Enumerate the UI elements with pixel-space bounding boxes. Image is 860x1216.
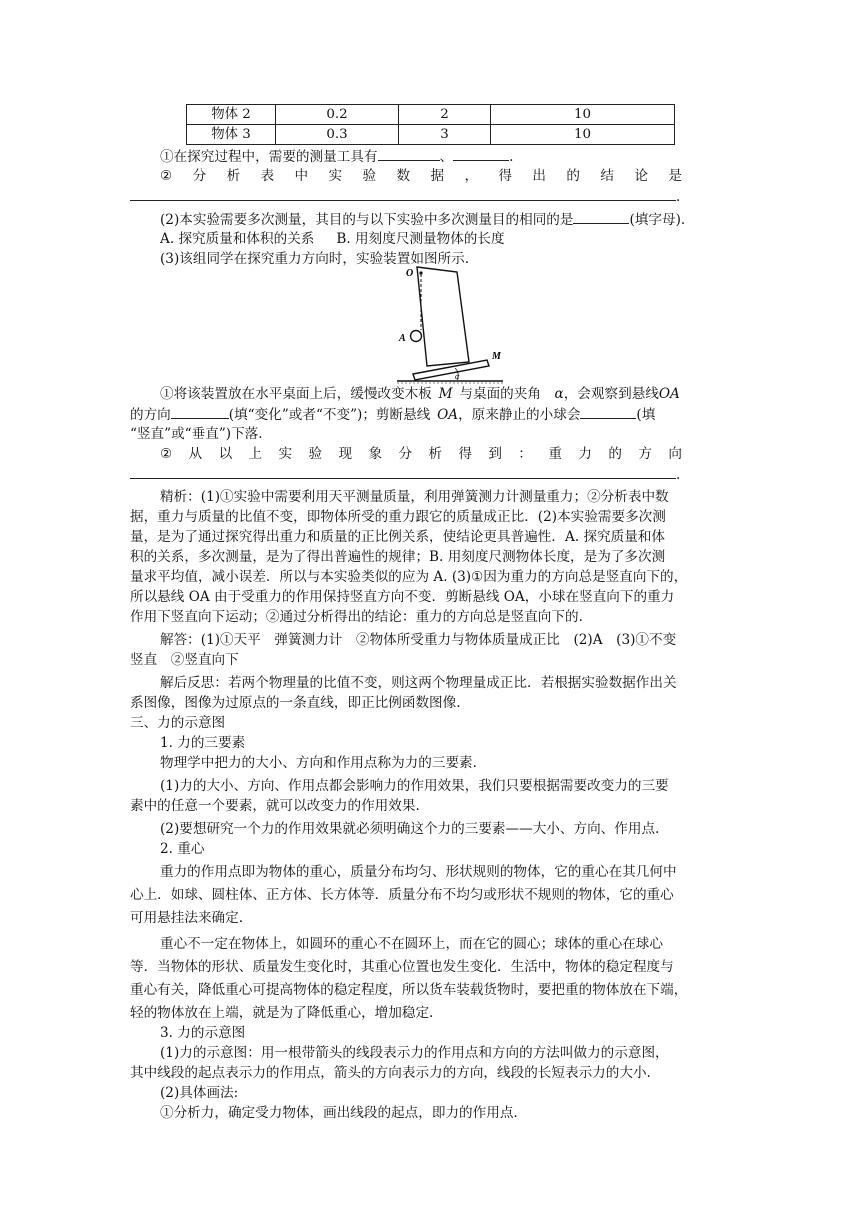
spread-char: 析 — [428, 446, 443, 462]
spread-char: 验 — [308, 446, 323, 462]
symbol-oa: OA — [658, 386, 680, 402]
question-text: (2)本实验需要多次测量，其目的与以下实验中多次测量目的相同的是 — [160, 212, 574, 228]
analysis-line: 所以悬线 OA 由于受重力的作用保持竖直方向不变．剪断悬线 OA，小球在竖直向下的重力 — [130, 589, 675, 605]
spread-char: 表 — [260, 168, 275, 184]
spread-char: 到 — [488, 446, 503, 462]
paragraph: 物理学中把力的大小、方向和作用点称为力的三要素. — [160, 755, 477, 771]
analysis-line: 据，重力与质量的比值不变，即物体所受的重力跟它的质量成正比．(2)本实验需要多次测 — [130, 509, 666, 525]
paragraph-line: 重心有关，降低重心可提高物体的稳定程度，所以货车装载货物时，要把重的物体放在下端， — [130, 982, 688, 998]
answer-blank — [130, 464, 676, 479]
spread-char: 的 — [566, 168, 580, 184]
spread-char: 重 — [548, 446, 562, 462]
spread-char: 结 — [600, 168, 614, 184]
paragraph-line: 素中的任意一个要素，就可以改变力的作用效果. — [130, 798, 420, 814]
paragraph-line: 其中线段的起点表示力的作用点，箭头的方向表示力的方向，线段的长短表示力的大小. — [130, 1065, 651, 1081]
punct: . — [509, 149, 514, 165]
table-row — [187, 105, 675, 125]
answer-blank — [573, 209, 629, 224]
question-text: (填 — [636, 407, 656, 423]
paragraph-line: 心上．如球、圆柱体、正方体、长方体等．质量分布不均匀或形状不规则的物体，它的重心 — [130, 887, 674, 903]
symbol-m: M — [438, 386, 453, 402]
symbol-oa: OA — [437, 407, 459, 423]
question-1-2-answer-line — [130, 186, 682, 207]
question-text: 与桌面的夹角 — [459, 386, 541, 402]
answer-blank — [378, 146, 440, 161]
question-note: (填字母). — [629, 212, 686, 228]
table-cell: 物体 2 — [187, 105, 276, 125]
spread-char: 分 — [398, 446, 413, 462]
paragraph: (2)具体画法: — [160, 1085, 239, 1101]
spread-char: ② — [160, 168, 173, 184]
section-title: 三、力的示意图 — [130, 715, 226, 731]
table-cell: 0.2 — [276, 105, 399, 125]
paragraph-line: 轻的物体放在上端，就是为了降低重心，增加稳定. — [130, 1005, 434, 1021]
subsection-title: 3. 力的示意图 — [160, 1025, 246, 1041]
answer-blank — [171, 404, 229, 419]
question-text: ，原来静止的小球会 — [458, 407, 581, 423]
spread-char: 析 — [226, 168, 241, 184]
punct: . — [676, 189, 681, 205]
spread-char: 方 — [638, 446, 652, 462]
spread-char: ② — [160, 446, 173, 462]
label-o: O — [406, 268, 414, 279]
separator: 、 — [439, 149, 454, 165]
spread-char: 实 — [278, 446, 293, 462]
table-cell: 3 — [399, 125, 491, 145]
spread-char: 向 — [668, 446, 682, 462]
question-text: ①在探究过程中，需要的测量工具有 — [160, 149, 378, 165]
spread-char: 验 — [362, 168, 377, 184]
spread-char: 论 — [634, 168, 648, 184]
question-3-2-answer-line — [130, 464, 682, 485]
paragraph-line: (1)力的示意图：用一根带箭头的线段表示力的作用点和方向的方法叫做力的示意图， — [160, 1045, 669, 1061]
question-1-1 — [130, 146, 682, 167]
question-2-options — [130, 229, 682, 249]
question-3-1-line1 — [130, 384, 682, 404]
question-2 — [130, 209, 686, 230]
answer-blank — [130, 186, 676, 201]
question-text: ，会观察到悬线 — [563, 386, 659, 402]
answer-line: 解答：(1)①天平 弹簧测力计 ②物体所受重力与物体质量成正比 (2)A (3)①不变 — [160, 632, 677, 648]
spread-char: 的 — [608, 446, 622, 462]
spread-char: 现 — [338, 446, 353, 462]
answer-blank — [580, 404, 636, 419]
paragraph-line: (1)力的大小、方向、作用点都会影响力的作用效果，我们只要根据需要改变力的三要 — [160, 778, 669, 794]
spread-char: 实 — [328, 168, 343, 184]
symbol-alpha: α — [554, 386, 564, 402]
ball — [411, 331, 422, 342]
question-3-1-line3: “竖直”或“垂直”)下落. — [130, 426, 263, 442]
analysis-line: 量，是为了通过探究得出重力和质量的正比例关系，使结论更具普遍性．A. 探究质量和体 — [130, 529, 666, 545]
spread-char: 中 — [294, 168, 309, 184]
question-text: (填“变化”或者“不变”)；剪断悬线 — [228, 407, 431, 423]
spread-char: ， — [464, 168, 479, 184]
paragraph: (2)要想研究一个力的作用效果就必须明确这个力的三要素——大小、方向、作用点. — [160, 821, 660, 837]
spread-char: 上 — [248, 446, 263, 462]
answer-line: 竖直 ②竖直向下 — [130, 652, 239, 668]
reflection-line: 解后反思：若两个物理量的比值不变，则这两个物理量成正比．若根据实验数据作出关 — [160, 675, 677, 691]
label-m: M — [492, 351, 501, 362]
spread-char: 以 — [218, 446, 233, 462]
subsection-title: 1. 力的三要素 — [160, 735, 246, 751]
apparatus-figure — [393, 264, 505, 384]
table-cell: 0.3 — [276, 125, 399, 145]
analysis-line: 量求平均值，减小误差．所以与本实验类似的应为 A. (3)①因为重力的方向总是竖直向下的， — [130, 569, 688, 585]
spread-char: 是 — [668, 168, 682, 184]
spread-char: 分 — [192, 168, 207, 184]
table-cell: 2 — [399, 105, 491, 125]
table-cell: 10 — [491, 105, 675, 125]
question-3-1-line2 — [130, 404, 682, 425]
analysis-line: 积的关系，多次测量，是为了得出普遍性的规律；B. 用刻度尺测物体长度，是为了多次测 — [130, 549, 666, 565]
option-b: B. 用刻度尺测量物体的长度 — [336, 231, 505, 247]
option-a: A. 探究质量和体积的关系 — [160, 231, 315, 247]
question-3-2 — [160, 444, 682, 464]
paragraph-line: 重力的作用点即为物体的重心，质量分布均匀、形状规则的物体，它的重心在其几何中 — [160, 864, 677, 880]
label-a: A — [399, 333, 406, 344]
analysis-line: 作用下竖直向下运动；②通过分析得出的结论：重力的方向总是竖直向下的. — [130, 609, 583, 625]
question-text: 的方向 — [130, 407, 171, 423]
spread-char: 力 — [578, 446, 592, 462]
table-cell: 10 — [491, 125, 675, 145]
punct: . — [676, 467, 681, 483]
spread-char: 得 — [498, 168, 513, 184]
reflection-line: 系图像，图像为过原点的一条直线，即正比例函数图像. — [130, 695, 461, 711]
spread-char: 得 — [458, 446, 473, 462]
data-table — [186, 104, 675, 145]
table-row — [187, 125, 675, 145]
question-3: (3)该组同学在探究重力方向时，实验装置如图所示. — [160, 251, 470, 267]
analysis-line: 精析：(1)①实验中需要利用天平测量质量，利用弹簧测力计测量重力；②分析表中数 — [160, 489, 669, 505]
label-alpha: α — [455, 372, 460, 381]
board-outline — [417, 267, 469, 366]
answer-blank — [453, 146, 509, 161]
question-1-2 — [160, 166, 682, 186]
paragraph-line: 等．当物体的形状、质量发生变化时，其重心位置也发生变化．生活中，物体的稳定程度与 — [130, 959, 674, 975]
paragraph-line: 重心不一定在物体上，如圆环的重心不在圆环上，而在它的圆心；球体的重心在球心 — [160, 936, 663, 952]
spread-char: 数 — [396, 168, 411, 184]
question-text: ①将该装置放在水平桌面上后，缓慢改变木板 — [160, 386, 432, 402]
spread-char: 出 — [532, 168, 547, 184]
paragraph: ①分析力，确定受力物体，画出线段的起点，即力的作用点. — [160, 1105, 518, 1121]
spread-char: ： — [518, 446, 532, 462]
spread-char: 从 — [188, 446, 203, 462]
spread-char: 象 — [368, 446, 383, 462]
table-cell: 物体 3 — [187, 125, 276, 145]
paragraph-line: 可用悬挂法来确定. — [130, 910, 244, 926]
spread-char: 据 — [430, 168, 445, 184]
subsection-title: 2. 重心 — [160, 841, 205, 857]
